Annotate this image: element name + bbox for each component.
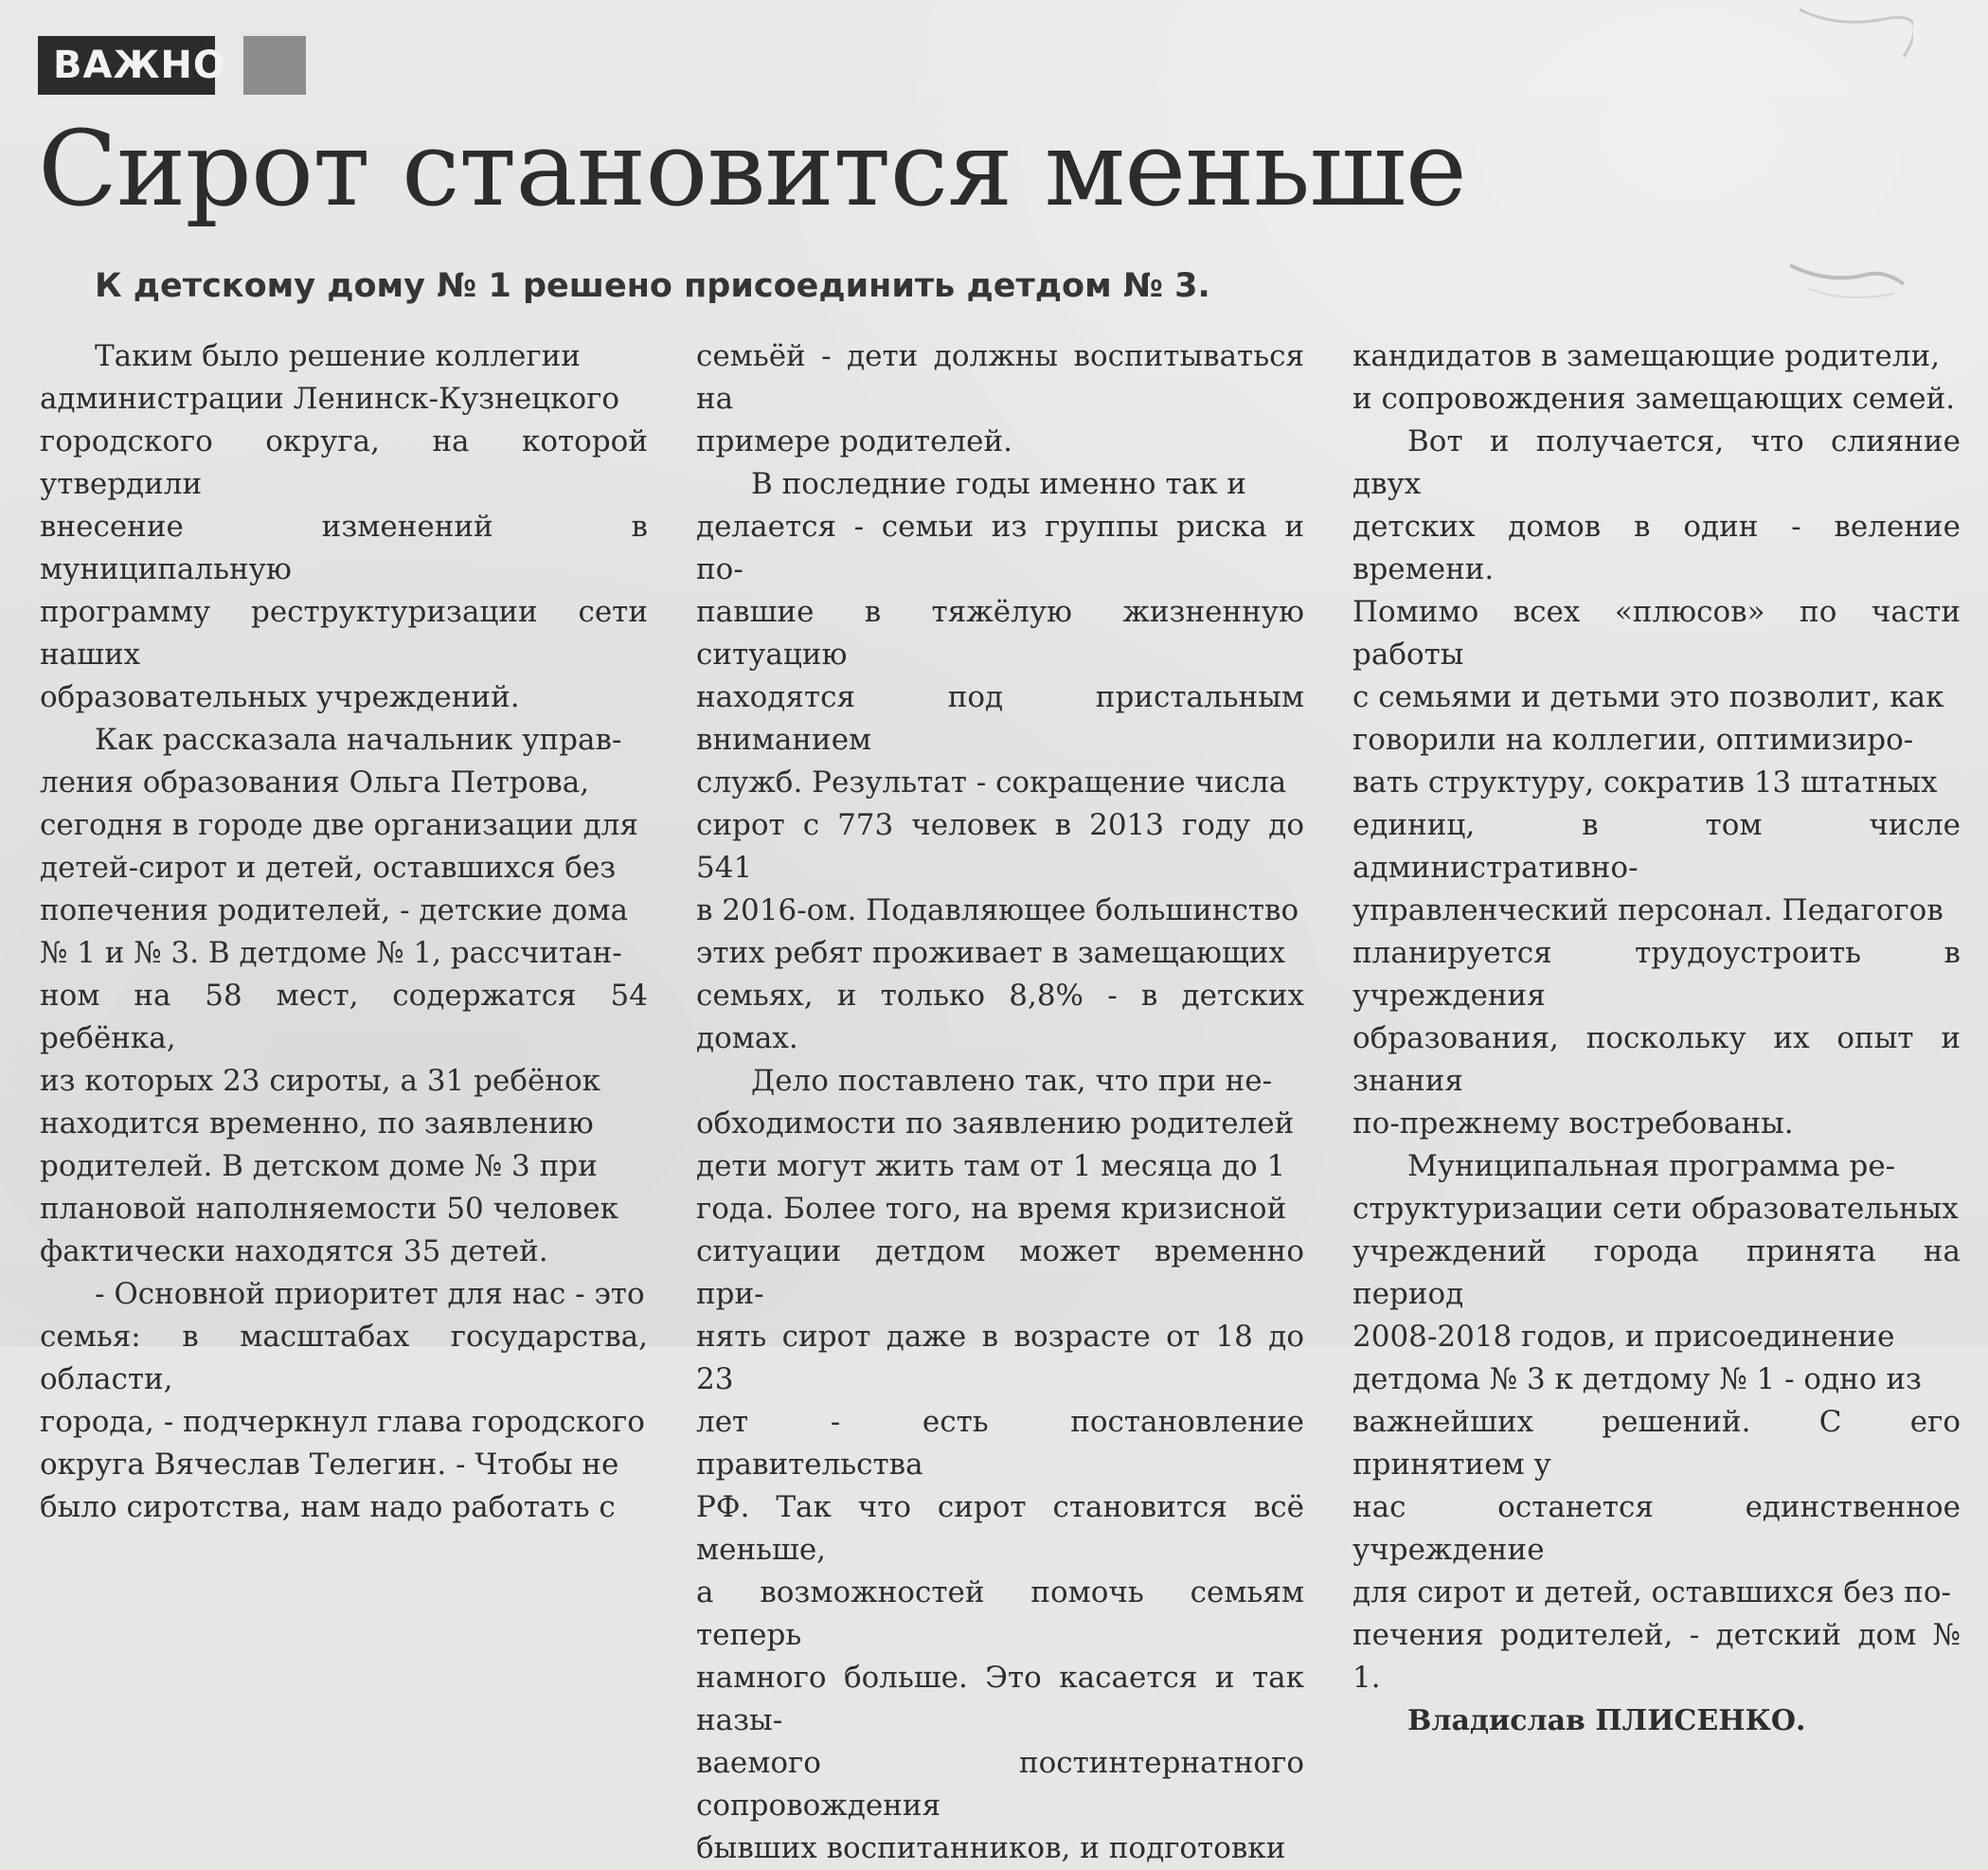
article-column-3 — [1352, 335, 1961, 1742]
paragraph: В последние годы именно так и делается - семьи из группы риска и по- павшие в тяжёлую жизненную ситуацию находятся под пристальным вниманием служб. Результат - сокращение числа сирот с 773 человек в 2013 году до 541 в 2016-ом. Подавляющее большинство этих ребят проживает в замещающих семьях, и только 8,8% - в детских домах. — [696, 467, 1304, 1055]
article-body — [40, 335, 1961, 1865]
paragraph: - Основной приоритет для нас - это семья: в масштабах государства, области, города, - подчеркнул глава городского округа Вячеслав Телегин. - Чтобы не было сиротства, нам надо работать с — [40, 1277, 648, 1524]
article-column-2 — [696, 335, 1304, 1870]
article-column-1 — [40, 335, 648, 1529]
paragraph: Таким было решение коллегии администрации Ленинск-Кузнецкого городского округа, на которой утвердили внесение изменений в муниципальную программу реструктуризации сети наших образовательных учреждений. — [40, 339, 648, 714]
paragraph: Дело поставлено так, что при не- обходимости по заявлению родителей дети могут жить там от 1 месяца до 1 года. Более того, на время кризисной ситуации детдом может временно при- нять сирот даже в возрасте от 18 до 23 лет - есть постановление правительства РФ. Так что сирот становится всё меньше, а возможностей помочь семьям теперь намного больше. Это касается и так назы- ваемого постинтернатного сопровождения бывших воспитанников, и подготовки — [696, 1064, 1304, 1865]
author-byline: Владислав ПЛИСЕНКО. — [1407, 1704, 1806, 1737]
paragraph: Как рассказала начальник управ- ления образования Ольга Петрова, сегодня в городе две организации для детей-сирот и детей, оставшихся без попечения родителей, - детские дома № 1 и № 3. В детдоме № 1, рассчитан- ном на 58 мест, содержатся 54 ребёнка, из которых 23 сироты, а 31 ребёнок находится временно, по заявлению родителей. В детском доме № 3 при плановой наполняемости 50 человек фактически находятся 35 детей. — [40, 723, 648, 1268]
paragraph: Муниципальная программа ре- структуризации сети образовательных учреждений города принята на период 2008-2018 годов, и присоединение детдома № 3 к детдому № 1 - одно из важнейших решений. С его принятием у нас останется единственное учреждение для сирот и детей, оставшихся без по- печения родителей, - детский дом № 1. — [1352, 1149, 1961, 1695]
article-subheadline: К детскому дому № 1 решено присоединить детдом № 3. — [95, 267, 1210, 305]
paragraph-continued: кандидатов в замещающие родители, и сопровождения замещающих семей. — [1352, 339, 1956, 416]
article-headline: Сирот становится меньше — [38, 108, 1466, 229]
rubric-label: ВАЖНО — [38, 36, 215, 95]
rubric-square — [243, 36, 306, 95]
paragraph: Вот и получается, что слияние двух детских домов в один - веление времени. Помимо всех «плюсов» по части работы с семьями и детьми это позволит, как говорили на коллегии, оптимизиро- вать структуру, сократив 13 штатных единиц, в том числе административно- управленческий персонал. Педагогов планируется трудоустроить в учреждения образования, поскольку их опыт и знания по-прежнему востребованы. — [1352, 424, 1961, 1141]
paragraph-continued: семьёй - дети должны воспитываться на примере родителей. — [696, 339, 1304, 459]
rubric-tag — [38, 36, 306, 95]
paper-crease-mark — [1781, 0, 1913, 322]
